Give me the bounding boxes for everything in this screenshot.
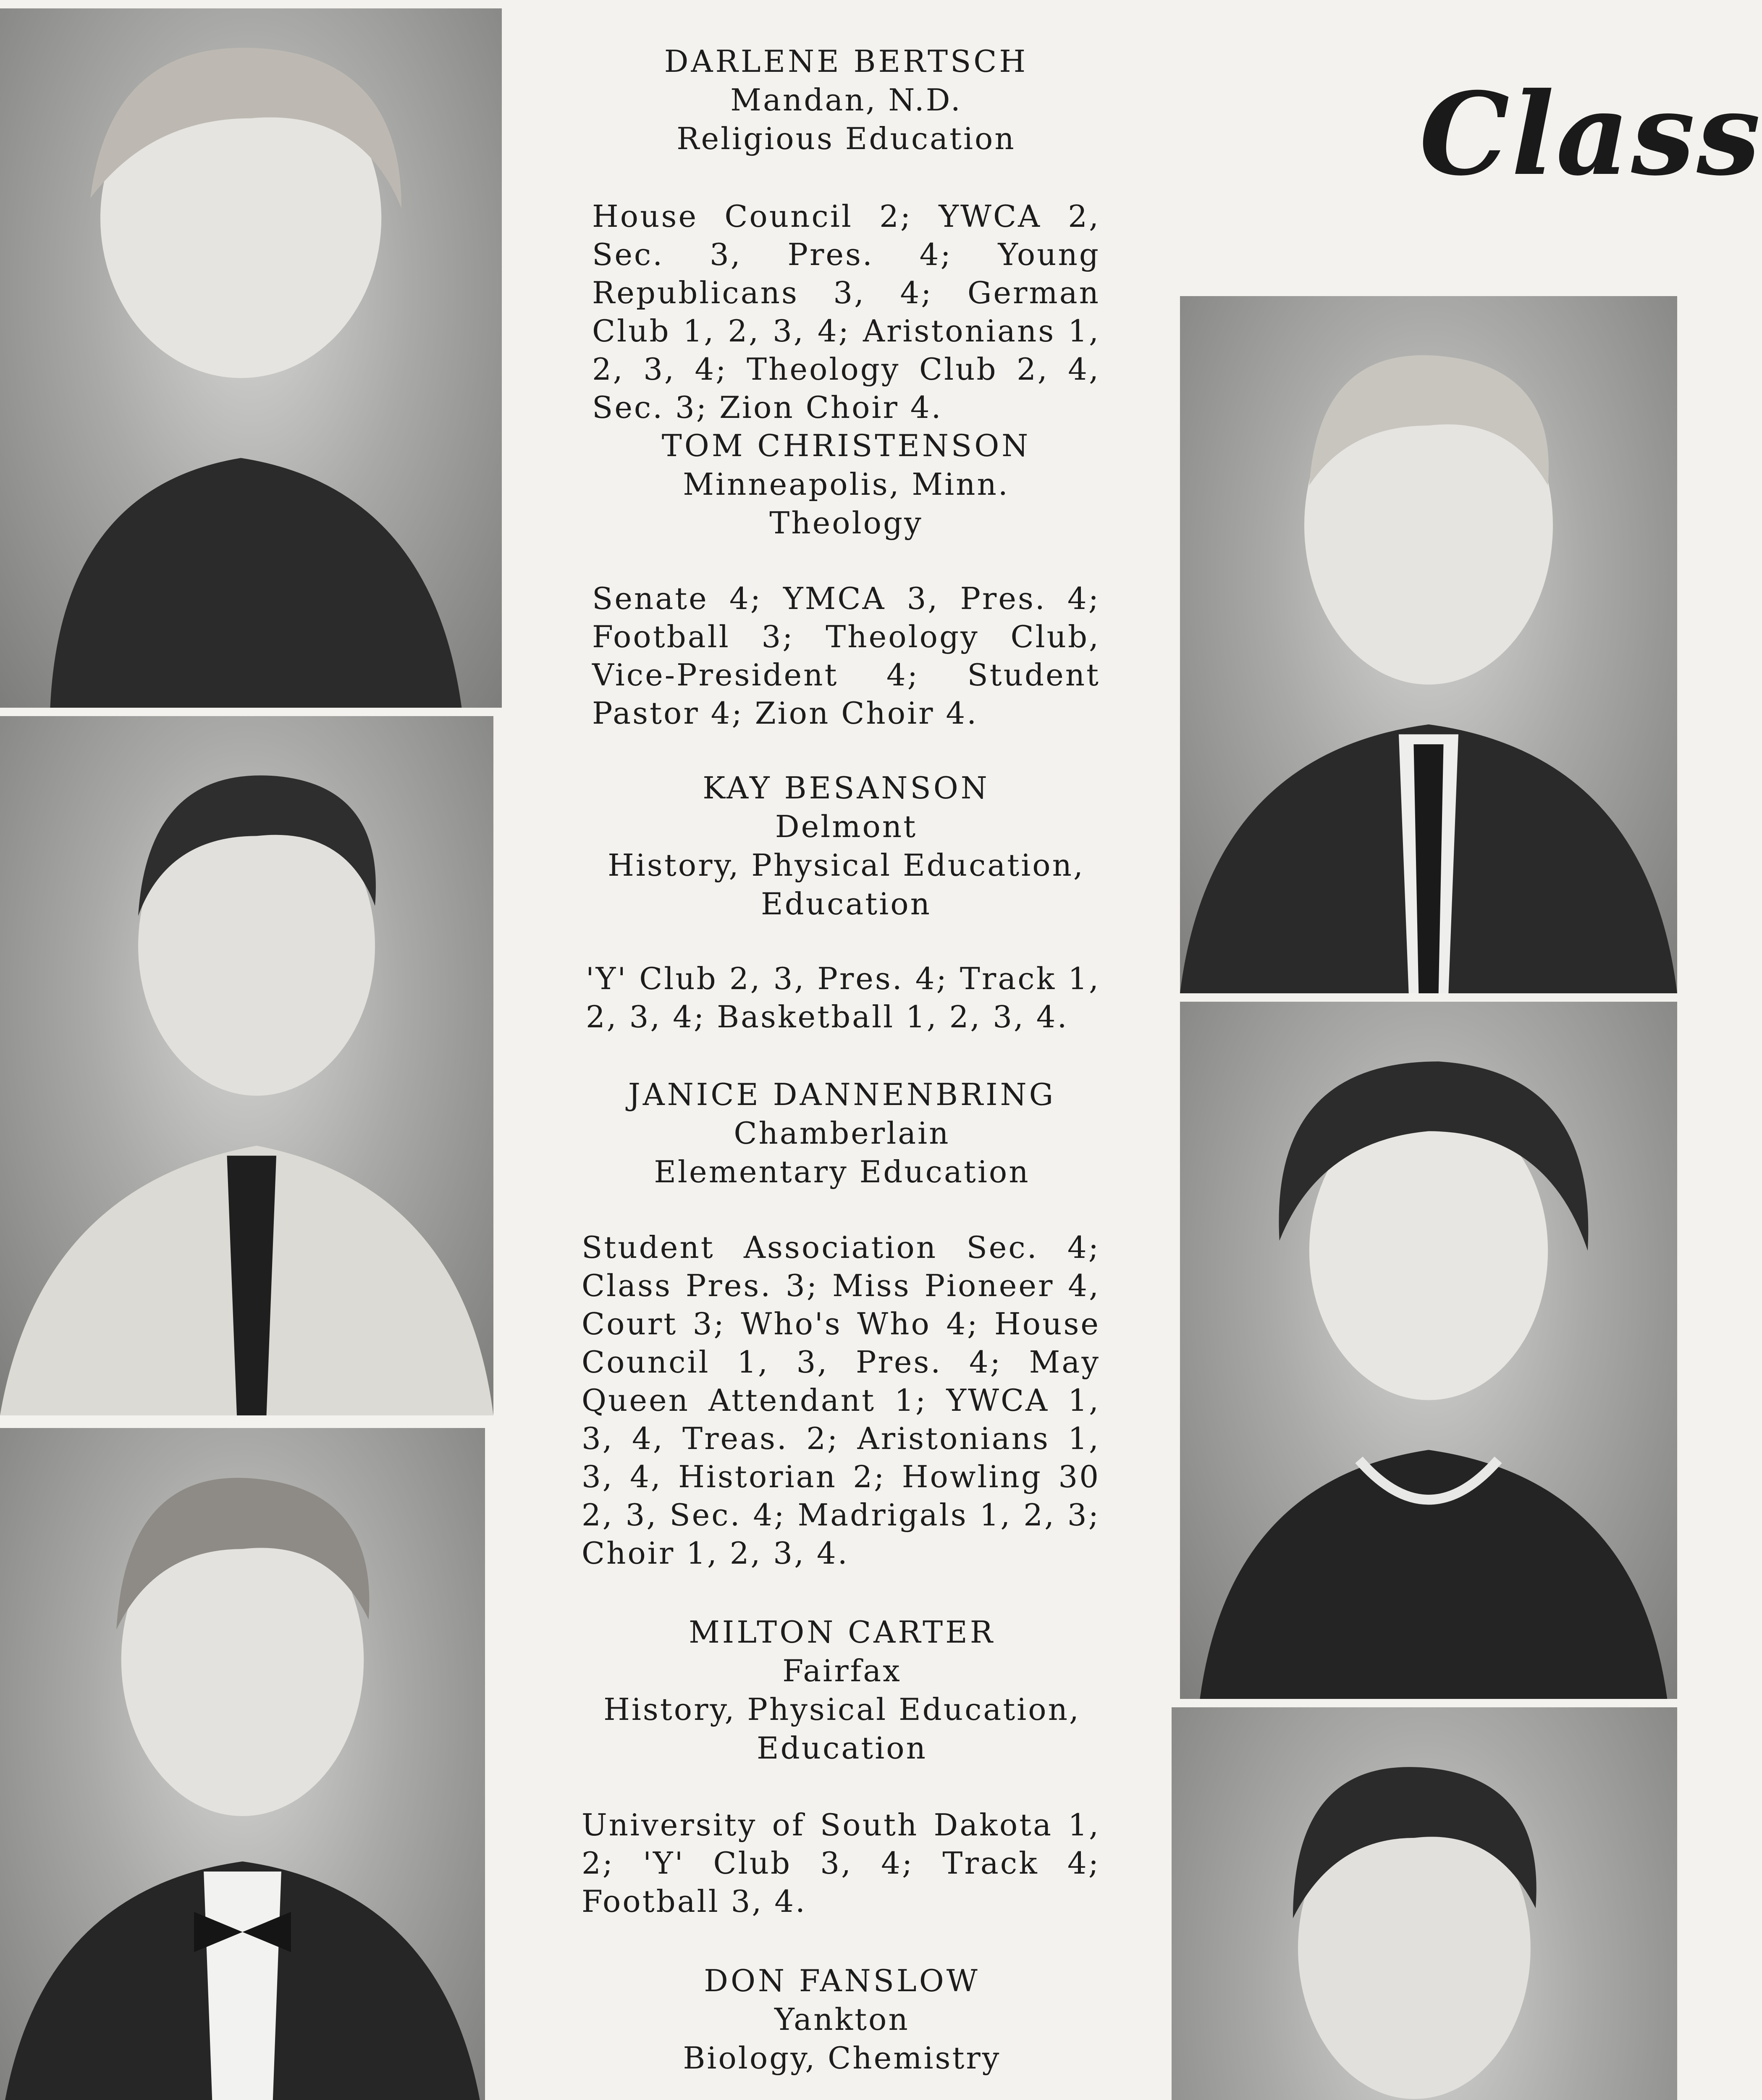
student-major: History, Physical Education, Education <box>603 1692 1080 1766</box>
student-activities: University of South Dakota 1, 2; 'Y' Club 3, 4; Track 4; Football 3, 4. <box>582 1807 1100 1919</box>
student-entry-4 <box>584 1075 1100 1191</box>
student-entry-3 <box>592 769 1100 923</box>
student-major: Theology <box>769 505 923 541</box>
student-major: Religious Education <box>676 121 1016 156</box>
student-entry-6 <box>584 1961 1100 2077</box>
portrait-photo-janice-dannenbring <box>1180 1002 1677 1699</box>
student-hometown: Fairfax <box>782 1653 902 1688</box>
page-heading: Class <box>1419 67 1762 201</box>
portrait-photo-don-fanslow <box>1172 1707 1677 2100</box>
student-name: MILTON CARTER <box>689 1614 995 1650</box>
student-hometown: Mandan, N.D. <box>730 82 962 118</box>
portrait-photo-kay-besanson <box>0 716 493 1415</box>
student-major: Elementary Education <box>654 1154 1030 1189</box>
student-entry-5 <box>584 1613 1100 1767</box>
student-name: DON FANSLOW <box>704 1963 980 1998</box>
student-activities: Student Association Sec. 4; Class Pres. 3; Miss Pioneer 4, Court 3; Who's Who 4; House Council 1, 3, Pres. 4; May Queen Attendant 1; YWCA 1, 3, 4, Treas. 2; Aristonians 1, 3, 4, Historian 2; Howling 30 2, 3, Sec. 4; Madrigals 1, 2, 3; Choir 1, 2, 3, 4. <box>582 1230 1100 1571</box>
student-name: DARLENE BERTSCH <box>664 44 1028 79</box>
student-hometown: Minneapolis, Minn. <box>683 467 1009 502</box>
student-activities: House Council 2; YWCA 2, Sec. 3, Pres. 4; Young Republicans 3, 4; German Club 1, 2, 3, 4; Aristonians 1, 2, 3, 4; Theology Club 2, 4, Sec. 3; Zion Choir 4. <box>592 199 1100 425</box>
student-hometown: Chamberlain <box>734 1116 950 1151</box>
student-name: KAY BESANSON <box>703 770 990 806</box>
student-major: History, Physical Education, Education <box>608 848 1085 921</box>
student-name: TOM CHRISTENSON <box>661 428 1031 463</box>
portrait-photo-darlene-bertsch <box>0 8 502 708</box>
student-entry-1 <box>592 42 1100 158</box>
student-hometown: Yankton <box>774 2002 910 2037</box>
student-name: JANICE DANNENBRING <box>628 1077 1056 1112</box>
student-hometown: Delmont <box>775 809 918 844</box>
portrait-photo-milton-carter <box>0 1428 485 2100</box>
portrait-photo-tom-christenson <box>1180 296 1677 993</box>
student-activities: Senate 4; YMCA 3, Pres. 4; Football 3; Theology Club, Vice-President 4; Student Pastor 4; Zion Choir 4. <box>592 581 1100 731</box>
student-activities: 'Y' Club 2, 3, Pres. 4; Track 1, 2, 3, 4; Basketball 1, 2, 3, 4. <box>586 961 1100 1034</box>
student-entry-2 <box>592 426 1100 542</box>
student-major: Biology, Chemistry <box>683 2040 1001 2076</box>
